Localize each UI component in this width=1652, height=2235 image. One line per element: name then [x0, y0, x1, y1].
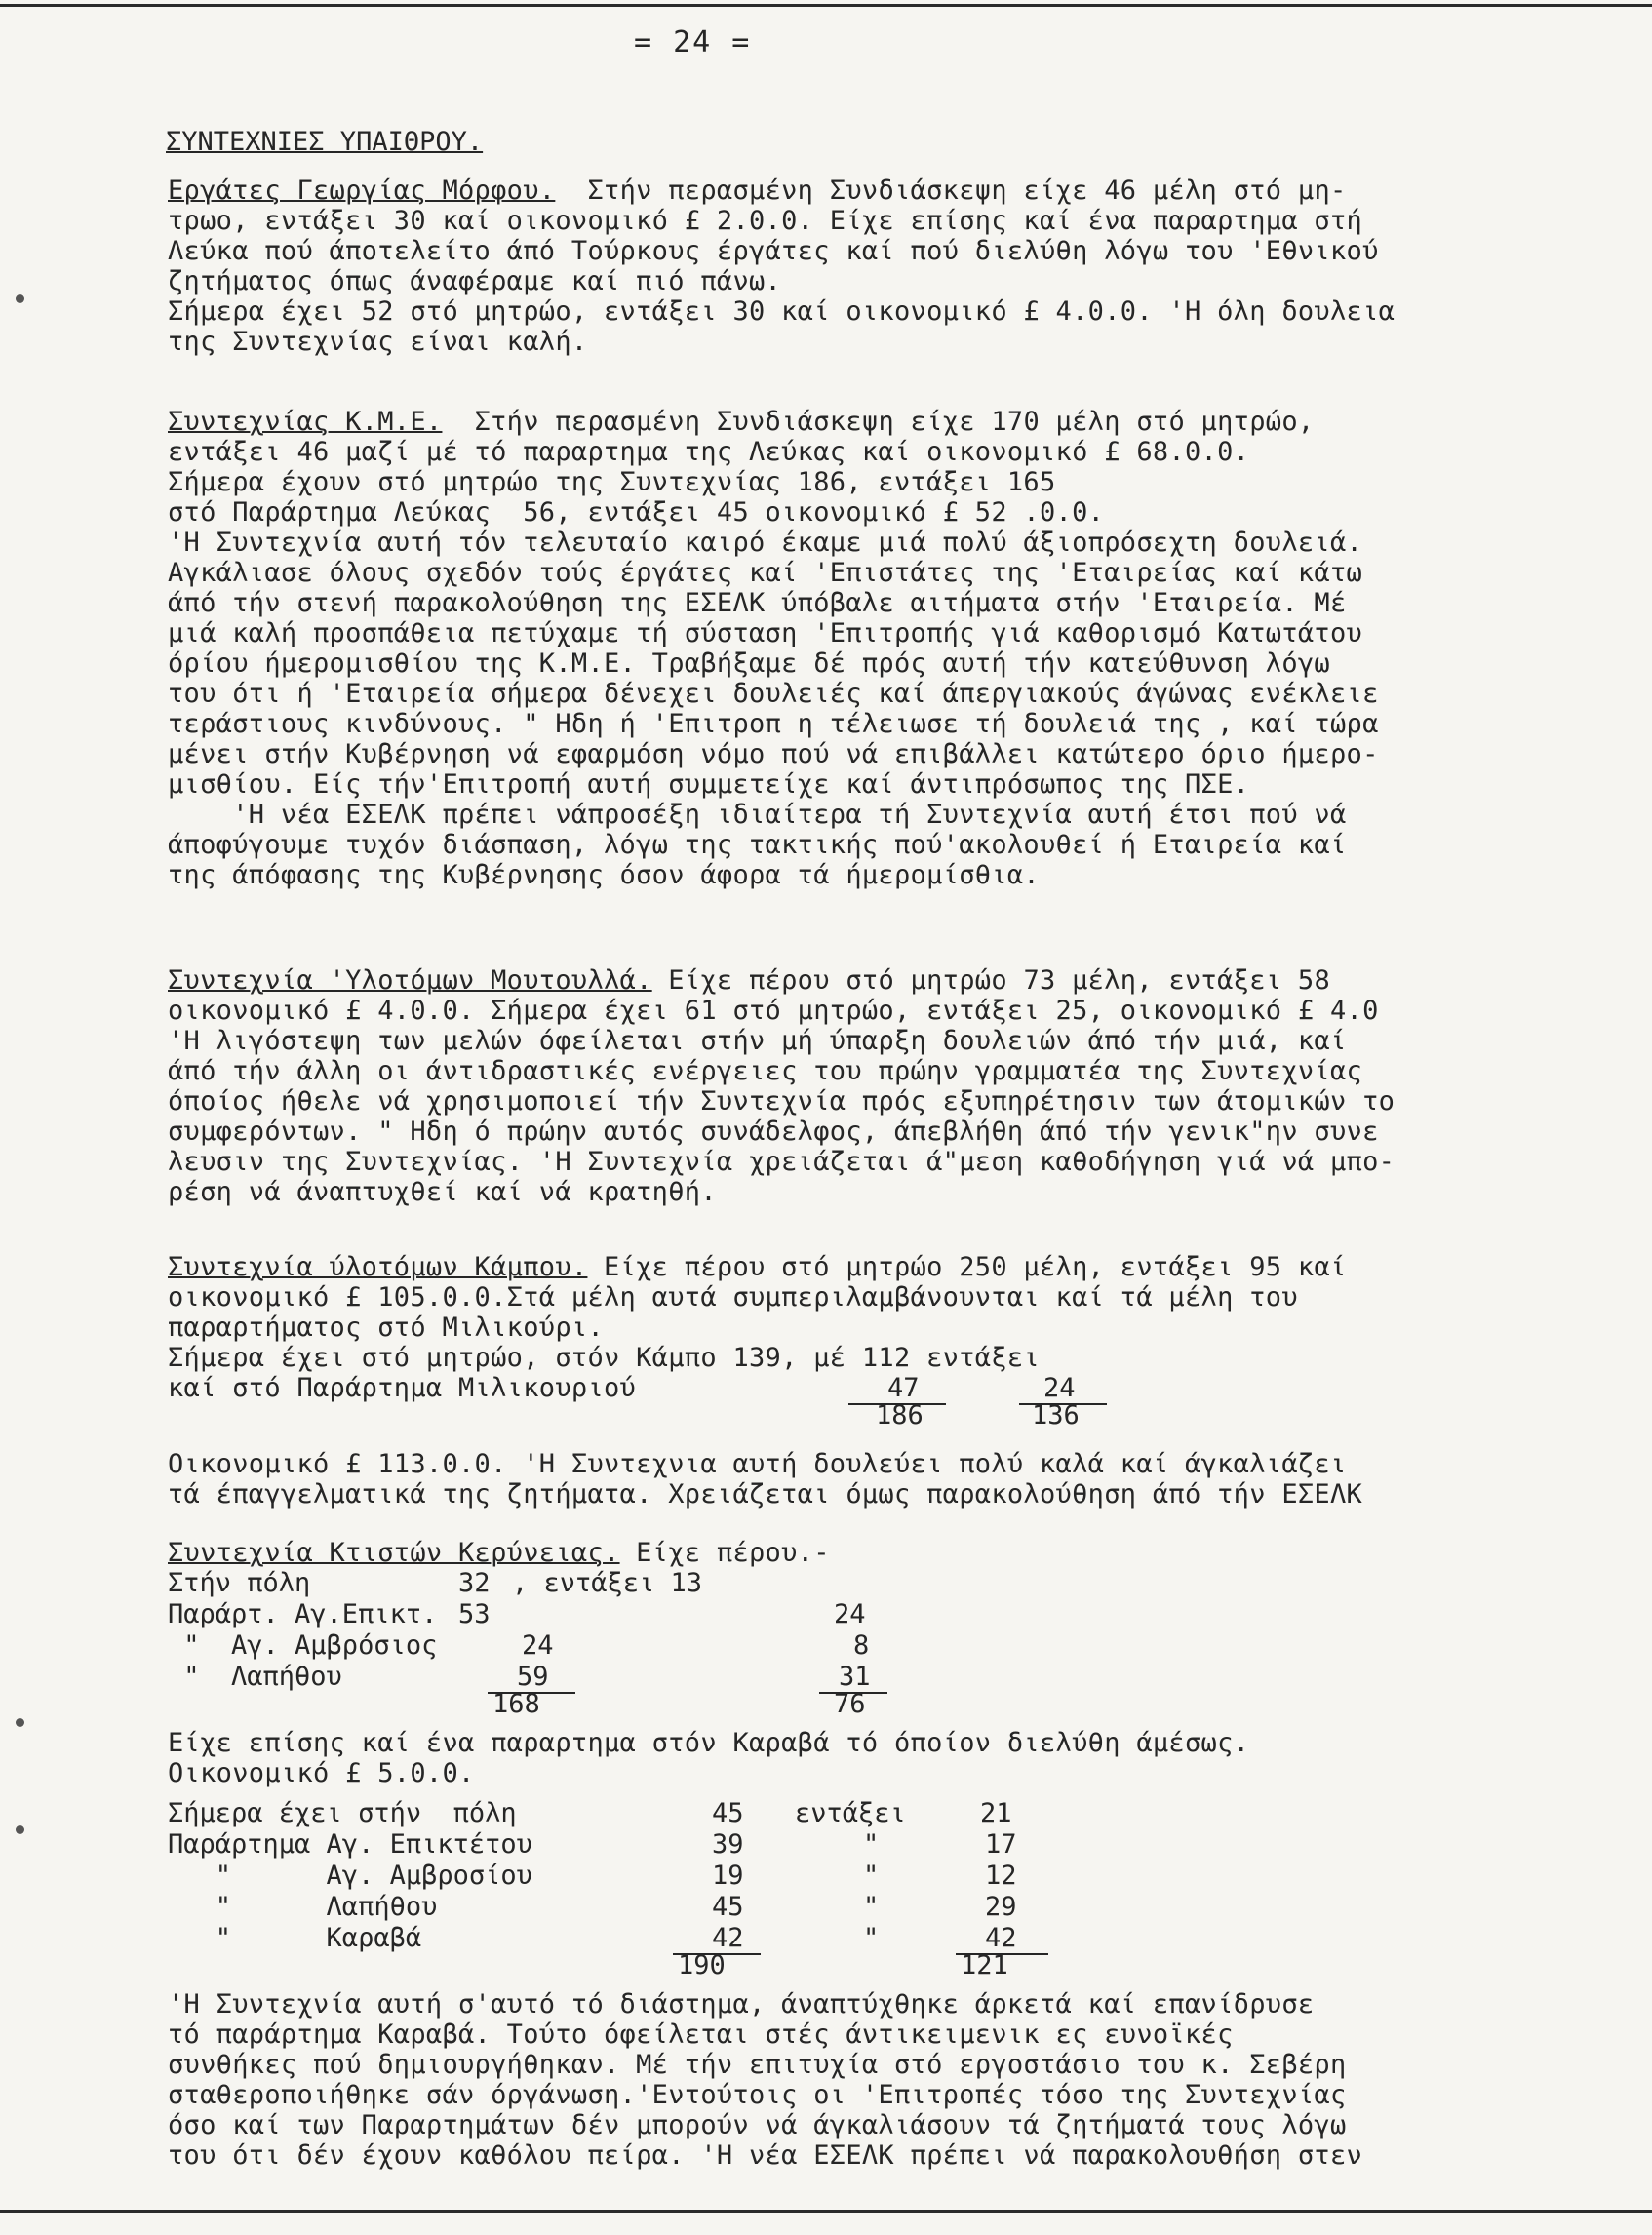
table2-mark: εντάξει [795, 1798, 906, 1828]
text-line: Σήμερα έχει στό μητρώο, στόν Κάμπο 139, μέ 112 εντάξει [168, 1343, 1040, 1373]
punch-hole-mark [16, 294, 24, 303]
text-line: όποίος ήθελε νά χρησιμοποιεί τήν Συντεχνία πρός εξυπηρέτησιν των άτομικών το [168, 1086, 1396, 1117]
section-title: Συντεχνία Κτιστών Κερύνειας. [168, 1538, 620, 1568]
text-line: Σήμερα έχει 52 στό μητρώο, εντάξει 30 καί οικονομικό £ 4.0.0. 'Η όλη δουλεια [168, 296, 1396, 327]
table2-b: 21 [980, 1798, 1012, 1828]
table1-b: , εντάξει 13 [512, 1568, 703, 1598]
table1-a: 24 [522, 1630, 554, 1661]
tally-value: 24 [1043, 1373, 1076, 1403]
table2-a: 42 [712, 1923, 744, 1953]
text-line: μένει στήν Κυβέρνηση νά εφαρμόση νόμο πού νά επιβάλλει κατώτερο όριο ήμερο- [168, 739, 1379, 769]
text-line: όρίου ήμερομισθίου της Κ.Μ.Ε. Τραβήξαμε δέ πρός αυτή τήν κατεύθυνση λόγω [168, 648, 1330, 679]
tally-total: 186 [876, 1400, 924, 1431]
table2-a: 19 [712, 1861, 744, 1891]
section-keryneia-mid [168, 1728, 1249, 1788]
table2-mark: " [863, 1923, 880, 1953]
text-line: οικονομικό £ 4.0.0. Σήμερα έχει 61 στό μητρώο, εντάξει 25, οικονομικό £ 4.0 [168, 996, 1379, 1026]
text-line: ζητήματος όπως άναφέραμε καί πιό πάνω. [168, 266, 782, 296]
text-line: 'Η Συντεχνία αυτή τόν τελευταίο καιρό έκαμε μιά πολύ άξιοπρόσεχτη δουλειά. [168, 528, 1363, 558]
text-line: άπό τήν άλλη οι άντιδραστικές ενέργειες του πρώην γραμματέα της Συντεχνίας [168, 1056, 1363, 1086]
table2-b: 42 [985, 1923, 1017, 1953]
table2-label: Παράρτημα Αγ. Επικτέτου [168, 1829, 532, 1860]
text-line: συμφερόντων. " Ηδη ό πρώην αυτός συνάδελφος, άπεβλήθη άπό τήν γενικ"ην συνε [168, 1117, 1379, 1147]
table1-a: 53 [458, 1599, 491, 1629]
table1-label: " Αγ. Αμβρόσιος [168, 1630, 438, 1661]
tally-value: 47 [887, 1373, 920, 1403]
text-line: Είχε επίσης καί ένα παραρτημα στόν Καραβά τό όποίον διελύθη άμέσως. [168, 1728, 1250, 1758]
text-line: άπό τήν στενή παρακολούθηση της ΕΣΕΛΚ ύπόβαλε αιτήματα στήν 'Εταιρεία. Μέ [168, 588, 1347, 618]
text-line: Λεύκα πού άποτελείτο άπό Τούρκους έργάτες καί πού διελύθη λόγω του 'Εθνικού [168, 236, 1379, 266]
text-line: της άπόφασης της Κυβέρνησης όσον άφορα τά ήμερομίσθια. [168, 860, 1040, 890]
table1-a: 59 [517, 1662, 549, 1692]
text-line: μισθίου. Είς τήν'Επιτροπή αυτή συμμετείχε καί άντιπρόσωπος της ΠΣΕ. [168, 769, 1250, 800]
text-line: οικονομικό £ 105.0.0.Στά μέλη αυτά συμπεριλαμβάνουνται καί τά μέλη του [168, 1282, 1298, 1313]
text-line: εντάξει 46 μαζί μέ τό παραρτημα της Λεύκας καί οικονομικό £ 68.0.0. [168, 437, 1250, 467]
table1-b: 8 [853, 1630, 870, 1661]
table1-b: 24 [834, 1599, 866, 1629]
section-title: Συντεχνία 'Υλοτόμων Μουτουλλά. [168, 965, 652, 996]
punch-hole-mark [16, 1825, 24, 1834]
table2-b: 29 [985, 1892, 1017, 1922]
table1-label: " Λαπήθου [168, 1662, 342, 1692]
table2-label: " Λαπήθου [168, 1892, 438, 1922]
text-line: τρωο, εντάξει 30 καί οικονομικό £ 2.0.0. Είχε επίσης καί ένα παραρτημα στή [168, 206, 1363, 236]
section-title: Εργάτες Γεωργίας Μόρφου. [168, 176, 556, 206]
text-line: παραρτήματος στό Μιλικούρι. [168, 1313, 604, 1343]
page-number: = 24 = [634, 25, 752, 59]
table2-a: 39 [712, 1829, 744, 1860]
section-title: Συντεχνίας Κ.Μ.Ε. [168, 407, 443, 437]
text-line: 'Η λιγόστεψη των μελών όφείλεται στήν μή ύπαρξη δουλειών άπό τήν μιά, καί [168, 1026, 1347, 1056]
text-line: συνθήκες πού δημιουργήθηκαν. Μέ τήν επιτυχία στό εργοστάσιο του κ. Σεβέρη [168, 2050, 1347, 2080]
text-line: άποφύγουμε τυχόν διάσπαση, λόγω της τακτικής πού'ακολουθεί ή Εταιρεία καί [168, 830, 1347, 860]
table1-a: 32 [458, 1568, 491, 1598]
table2-label: Σήμερα έχει στήν πόλη [168, 1798, 517, 1828]
text-line: 'Η Συντεχνία αυτή σ'αυτό τό διάστημα, άναπτύχθηκε άρκετά καί επανίδρυσε [168, 1989, 1315, 2019]
document-heading: ΣΥΝΤΕΧΝΙΕΣ ΥΠΑΙΘΡΟΥ. [166, 127, 484, 157]
table2-mark: " [863, 1829, 880, 1860]
section-keryneia-end [168, 1989, 1362, 2171]
table1-label: Παράρτ. Αγ.Επικτ. [168, 1599, 438, 1629]
table2-total-b: 121 [961, 1950, 1008, 1980]
table2-label: " Καραβά [168, 1923, 422, 1953]
text-line: λευσιν της Συντεχνίας. 'Η Συντεχνία χρειάζεται ά"μεση καθοδήγηση γιά νά μπο- [168, 1147, 1396, 1177]
text-line: Είχε πέρου.- [619, 1538, 830, 1568]
table2-a: 45 [712, 1892, 744, 1922]
text-line: τά έπαγγελματικά της ζητήματα. Χρειάζεται όμως παρακολούθηση άπό τήν ΕΣΕΛΚ [168, 1479, 1363, 1510]
section-title: Συντεχνία ύλοτόμων Κάμπου. [168, 1252, 588, 1282]
text-line: Οικονομικό £ 5.0.0. [168, 1758, 475, 1788]
text-line: Είχε πέρου στό μητρώο 73 μέλη, εντάξει 58 [651, 965, 1330, 996]
text-line: σταθεροποιήθηκε σάν όργάνωση.'Εντούτοις οι 'Επιτροπές τόσο της Συντεχνίας [168, 2080, 1347, 2110]
table2-mark: " [863, 1892, 880, 1922]
text-line: Οικονομικό £ 113.0.0. 'Η Συντεχνια αυτή δουλεύει πολύ καλά καί άγκαλιάζει [168, 1449, 1347, 1479]
text-line: Είχε πέρου στό μητρώο 250 μέλη, εντάξει 95 καί [587, 1252, 1347, 1282]
top-rule [0, 4, 1652, 7]
text-line: όσο καί των Παραρτημάτων δέν μπορούν νά άγκαλιάσουν τά ζητήματά τους λόγω [168, 2110, 1347, 2140]
table2-label: " Αγ. Αμβροσίου [168, 1861, 532, 1891]
table1-total-a: 168 [492, 1689, 540, 1719]
table2-b: 17 [985, 1829, 1017, 1860]
table1-label: Στήν πόλη [168, 1568, 311, 1598]
table2-a: 45 [712, 1798, 744, 1828]
punch-hole-mark [16, 1718, 24, 1727]
section-kme [168, 407, 1379, 890]
tally-total: 136 [1032, 1400, 1080, 1431]
section-keryneia [168, 1538, 830, 1568]
bottom-rule [0, 2210, 1652, 2213]
text-line: ρέση νά άναπτυχθεί καί νά κρατηθή. [168, 1177, 717, 1207]
table2-total-a: 190 [678, 1950, 726, 1980]
section-moutoulla [168, 965, 1395, 1207]
text-line: καί στό Παράρτημα Μιλικουριού [168, 1373, 637, 1403]
section-morfou [168, 176, 1395, 357]
text-line: Σήμερα έχουν στό μητρώο της Συντεχνίας 186, εντάξει 165 [168, 467, 1056, 497]
text-line: της Συντεχνίας είναι καλή. [168, 327, 588, 357]
text-line: Στήν περασμένη Συνδιάσκεψη είχε 170 μέλη στό μητρώο, [442, 407, 1315, 437]
text-line: στό Παράρτημα Λεύκας 56, εντάξει 45 οικονομικό £ 52 .0.0. [168, 497, 1105, 528]
text-line: του ότι ή 'Εταιρεία σήμερα δένεχει δουλειές καί άπεργιακούς άγώνας ενέκλειε [168, 679, 1379, 709]
text-line: τό παράρτημα Καραβά. Τούτο όφείλεται στές άντικειμενικ ες ευνοϊκές [168, 2019, 1234, 2050]
table1-total-b: 76 [834, 1689, 866, 1719]
text-line: 'Η νέα ΕΣΕΛΚ πρέπει νάπροσέξη ιδιαίτερα τή Συντεχνία αυτή έτσι πού νά [168, 800, 1347, 830]
text-line: του ότι δέν έχουν καθόλου πείρα. 'Η νέα ΕΣΕΛΚ πρέπει νά παρακολουθήση στεν [168, 2140, 1363, 2171]
text-line: Αγκάλιασε όλους σχεδόν τούς έργάτες καί 'Επιστάτες της 'Εταιρείας καί κάτω [168, 558, 1363, 588]
table2-b: 12 [985, 1861, 1017, 1891]
table1-b: 31 [839, 1662, 871, 1692]
table2-mark: " [863, 1861, 880, 1891]
text-line: τεράστιους κινδύνους. " Ηδη ή 'Επιτροπ η τέλειωσε τή δουλειά της , καί τώρα [168, 709, 1379, 739]
section-kampou [168, 1252, 1347, 1403]
text-line: μιά καλή προσπάθεια πετύχαμε τή σύσταση 'Επιτροπής γιά καθορισμό Κατωτάτου [168, 618, 1363, 648]
section-kampou-after [168, 1449, 1362, 1510]
text-line: Στήν περασμένη Συνδιάσκεψη είχε 46 μέλη στό μη- [555, 176, 1347, 206]
